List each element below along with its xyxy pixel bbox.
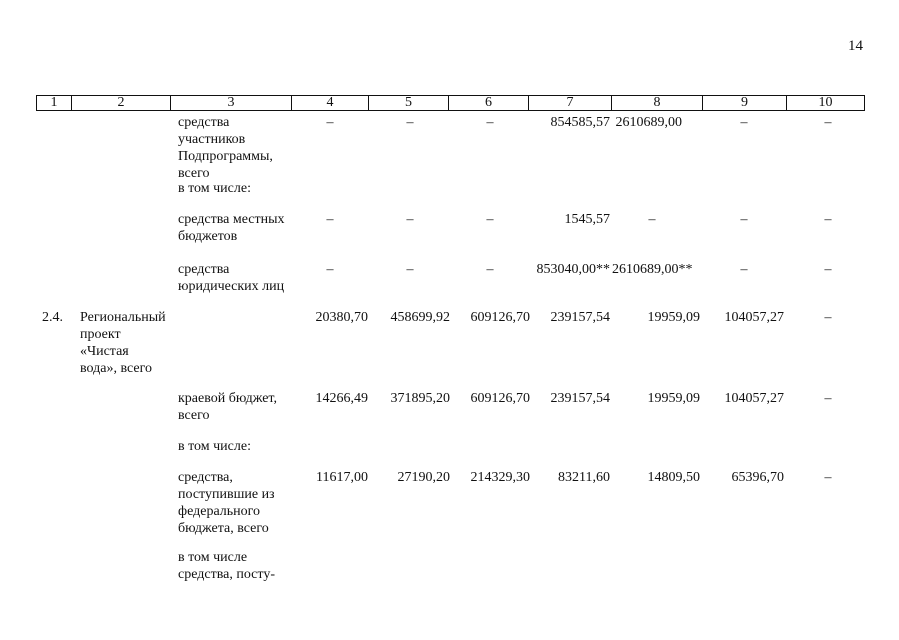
row-participants-label: средства участников Подпрограммы, всего: [178, 115, 273, 181]
row-local-label: средства местных бюджетов: [178, 212, 285, 244]
table-header-row: [36, 95, 865, 111]
row-participants-col6: –: [486, 115, 494, 130]
row-incl1-label: в том числе:: [178, 181, 251, 196]
row-regional-label: краевой бюджет, всего: [178, 391, 277, 423]
row-incl2-label: в том числе:: [178, 439, 251, 454]
header-col-6: 6: [449, 96, 529, 110]
row-legal-col8: 2610689,00**: [612, 262, 693, 277]
row-federal-col6: 214329,30: [470, 470, 530, 485]
row-regional-col10: –: [824, 391, 832, 406]
header-col-10: 10: [818, 95, 833, 110]
row-regional-col4: 14266,49: [315, 391, 368, 406]
row-federal-col5: 27190,20: [397, 470, 450, 485]
row-regional-col8: 19959,09: [647, 391, 700, 406]
row-project-col6: 609126,70: [470, 310, 530, 325]
row-federal-col8: 14809,50: [647, 470, 700, 485]
row-project-col7: 239157,54: [550, 310, 610, 325]
header-col-2: 2: [72, 96, 171, 110]
header-col-7: 7: [529, 96, 612, 110]
row-project-number: 2.4.: [42, 310, 63, 325]
row-legal-col7: 853040,00**: [536, 262, 610, 277]
row-federal-col7: 83211,60: [558, 470, 610, 485]
row-regional-col9: 104057,27: [724, 391, 784, 406]
row-incl3-label: в том числе средства, посту-: [178, 550, 275, 582]
row-project-col8: 19959,09: [647, 310, 700, 325]
row-local-col8: –: [648, 212, 656, 227]
row-project-col9: 104057,27: [724, 310, 784, 325]
header-col-3: 3: [171, 96, 292, 110]
row-legal-col6: –: [486, 262, 494, 277]
header-col-9: 9: [703, 96, 787, 110]
row-project-col4: 20380,70: [315, 310, 368, 325]
row-legal-col9: –: [740, 262, 748, 277]
row-participants-col4: –: [326, 115, 334, 130]
row-legal-col4: –: [326, 262, 334, 277]
row-local-col7: 1545,57: [564, 212, 610, 227]
row-regional-col6: 609126,70: [470, 391, 530, 406]
row-participants-col7: 854585,57: [550, 115, 610, 130]
header-col-4: 4: [292, 96, 369, 110]
row-federal-label: средства, поступившие из федерального бюджета, всего: [178, 470, 275, 536]
row-federal-col9: 65396,70: [731, 470, 784, 485]
page-number: 14: [848, 38, 863, 54]
row-project-col10: –: [824, 310, 832, 325]
row-local-col6: –: [486, 212, 494, 227]
header-col-1: 1: [37, 96, 72, 110]
row-local-col10: –: [824, 212, 832, 227]
header-col-8: 8: [612, 96, 703, 110]
row-project-col5: 458699,92: [390, 310, 450, 325]
row-local-col4: –: [326, 212, 334, 227]
row-participants-col10: –: [824, 115, 832, 130]
row-participants-col9: –: [740, 115, 748, 130]
row-participants-col8: 2610689,00: [615, 115, 682, 130]
header-col-5: 5: [369, 96, 449, 110]
row-local-col9: –: [740, 212, 748, 227]
row-local-col5: –: [406, 212, 414, 227]
row-federal-col4: 11617,00: [316, 470, 368, 485]
row-regional-col5: 371895,20: [390, 391, 450, 406]
row-legal-col5: –: [406, 262, 414, 277]
row-legal-col10: –: [824, 262, 832, 277]
row-project-name: Региональный проект «Чистая вода», всего: [80, 310, 166, 376]
row-regional-col7: 239157,54: [550, 391, 610, 406]
row-participants-col5: –: [406, 115, 414, 130]
row-federal-col10: –: [824, 470, 832, 485]
row-legal-label: средства юридических лиц: [178, 262, 285, 294]
